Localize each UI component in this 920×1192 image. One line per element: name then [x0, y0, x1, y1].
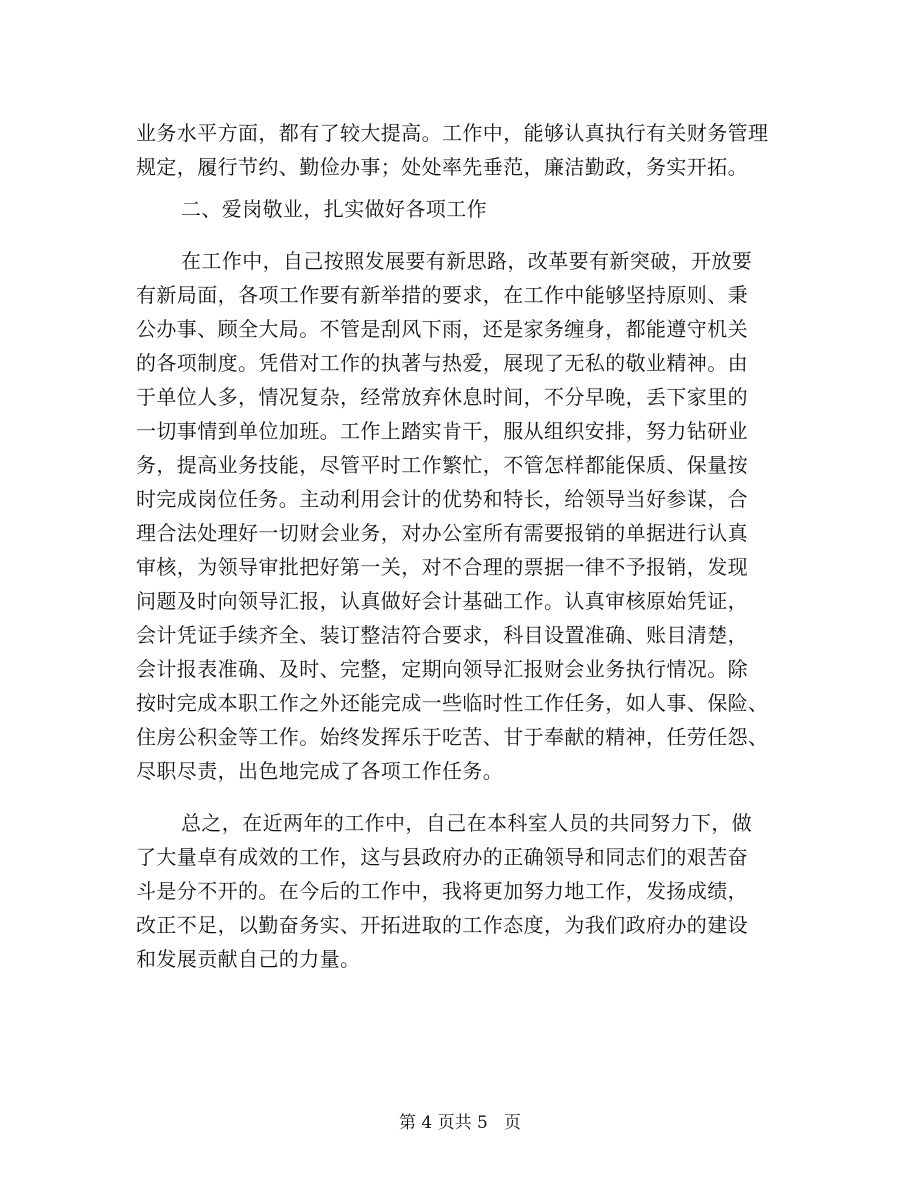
text-line: 务，提高业务技能，尽管平时工作繁忙，不管怎样都能保质、保量按 [136, 453, 748, 477]
text-line: 了大量卓有成效的工作，这与县政府办的正确领导和同志们的艰苦奋 [136, 845, 748, 869]
text-line: 和发展贡献自己的力量。 [136, 947, 361, 971]
text-line: 公办事、顾全大局。不管是刮风下雨，还是家务缠身，都能遵守机关 [136, 317, 748, 341]
text-line: 审核，为领导审批把好第一关，对不合理的票据一律不予报销，发现 [136, 555, 748, 579]
text-line: 时完成岗位任务。主动利用会计的优势和特长，给领导当好参谋，合 [136, 487, 748, 511]
text-line: 规定，履行节约、勤俭办事；处处率先垂范，廉洁勤政，务实开拓。 [136, 155, 748, 179]
text-line: 一切事情到单位加班。工作上踏实肯干，服从组织安排，努力钻研业 [136, 419, 748, 443]
text-line: 的各项制度。凭借对工作的执著与热爱，展现了无私的敬业精神。由 [136, 351, 748, 375]
text-line: 在工作中，自己按照发展要有新思路，改革要有新突破，开放要 [181, 249, 753, 273]
text-line: 业务水平方面，都有了较大提高。工作中，能够认真执行有关财务管理 [136, 121, 769, 145]
text-line: 问题及时向领导汇报，认真做好会计基础工作。认真审核原始凭证， [136, 589, 748, 613]
text-line: 会计报表准确、及时、完整，定期向领导汇报财会业务执行情况。除 [136, 657, 748, 681]
section-heading: 二、爱岗敬业，扎实做好各项工作 [181, 197, 487, 221]
text-line: 住房公积金等工作。始终发挥乐于吃苦、甘于奉献的精神，任劳任怨、 [136, 725, 769, 749]
text-line: 按时完成本职工作之外还能完成一些临时性工作任务，如人事、保险、 [136, 691, 769, 715]
text-line: 尽职尽责，出色地完成了各项工作任务。 [136, 759, 504, 783]
text-line: 于单位人多，情况复杂，经常放弃休息时间，不分早晚，丢下家里的 [136, 385, 748, 409]
page-footer: 第 4 页共 5 页 [398, 1113, 522, 1133]
text-line: 有新局面，各项工作要有新举措的要求，在工作中能够坚持原则、秉 [136, 283, 748, 307]
text-line: 改正不足，以勤奋务实、开拓进取的工作态度，为我们政府办的建设 [136, 913, 748, 937]
text-line: 理合法处理好一切财会业务，对办公室所有需要报销的单据进行认真 [136, 521, 748, 545]
text-line: 总之，在近两年的工作中，自己在本科室人员的共同努力下，做 [181, 811, 753, 835]
text-line: 斗是分不开的。在今后的工作中，我将更加努力地工作，发扬成绩， [136, 879, 748, 903]
text-line: 会计凭证手续齐全、装订整洁符合要求，科目设置准确、账目清楚， [136, 623, 748, 647]
